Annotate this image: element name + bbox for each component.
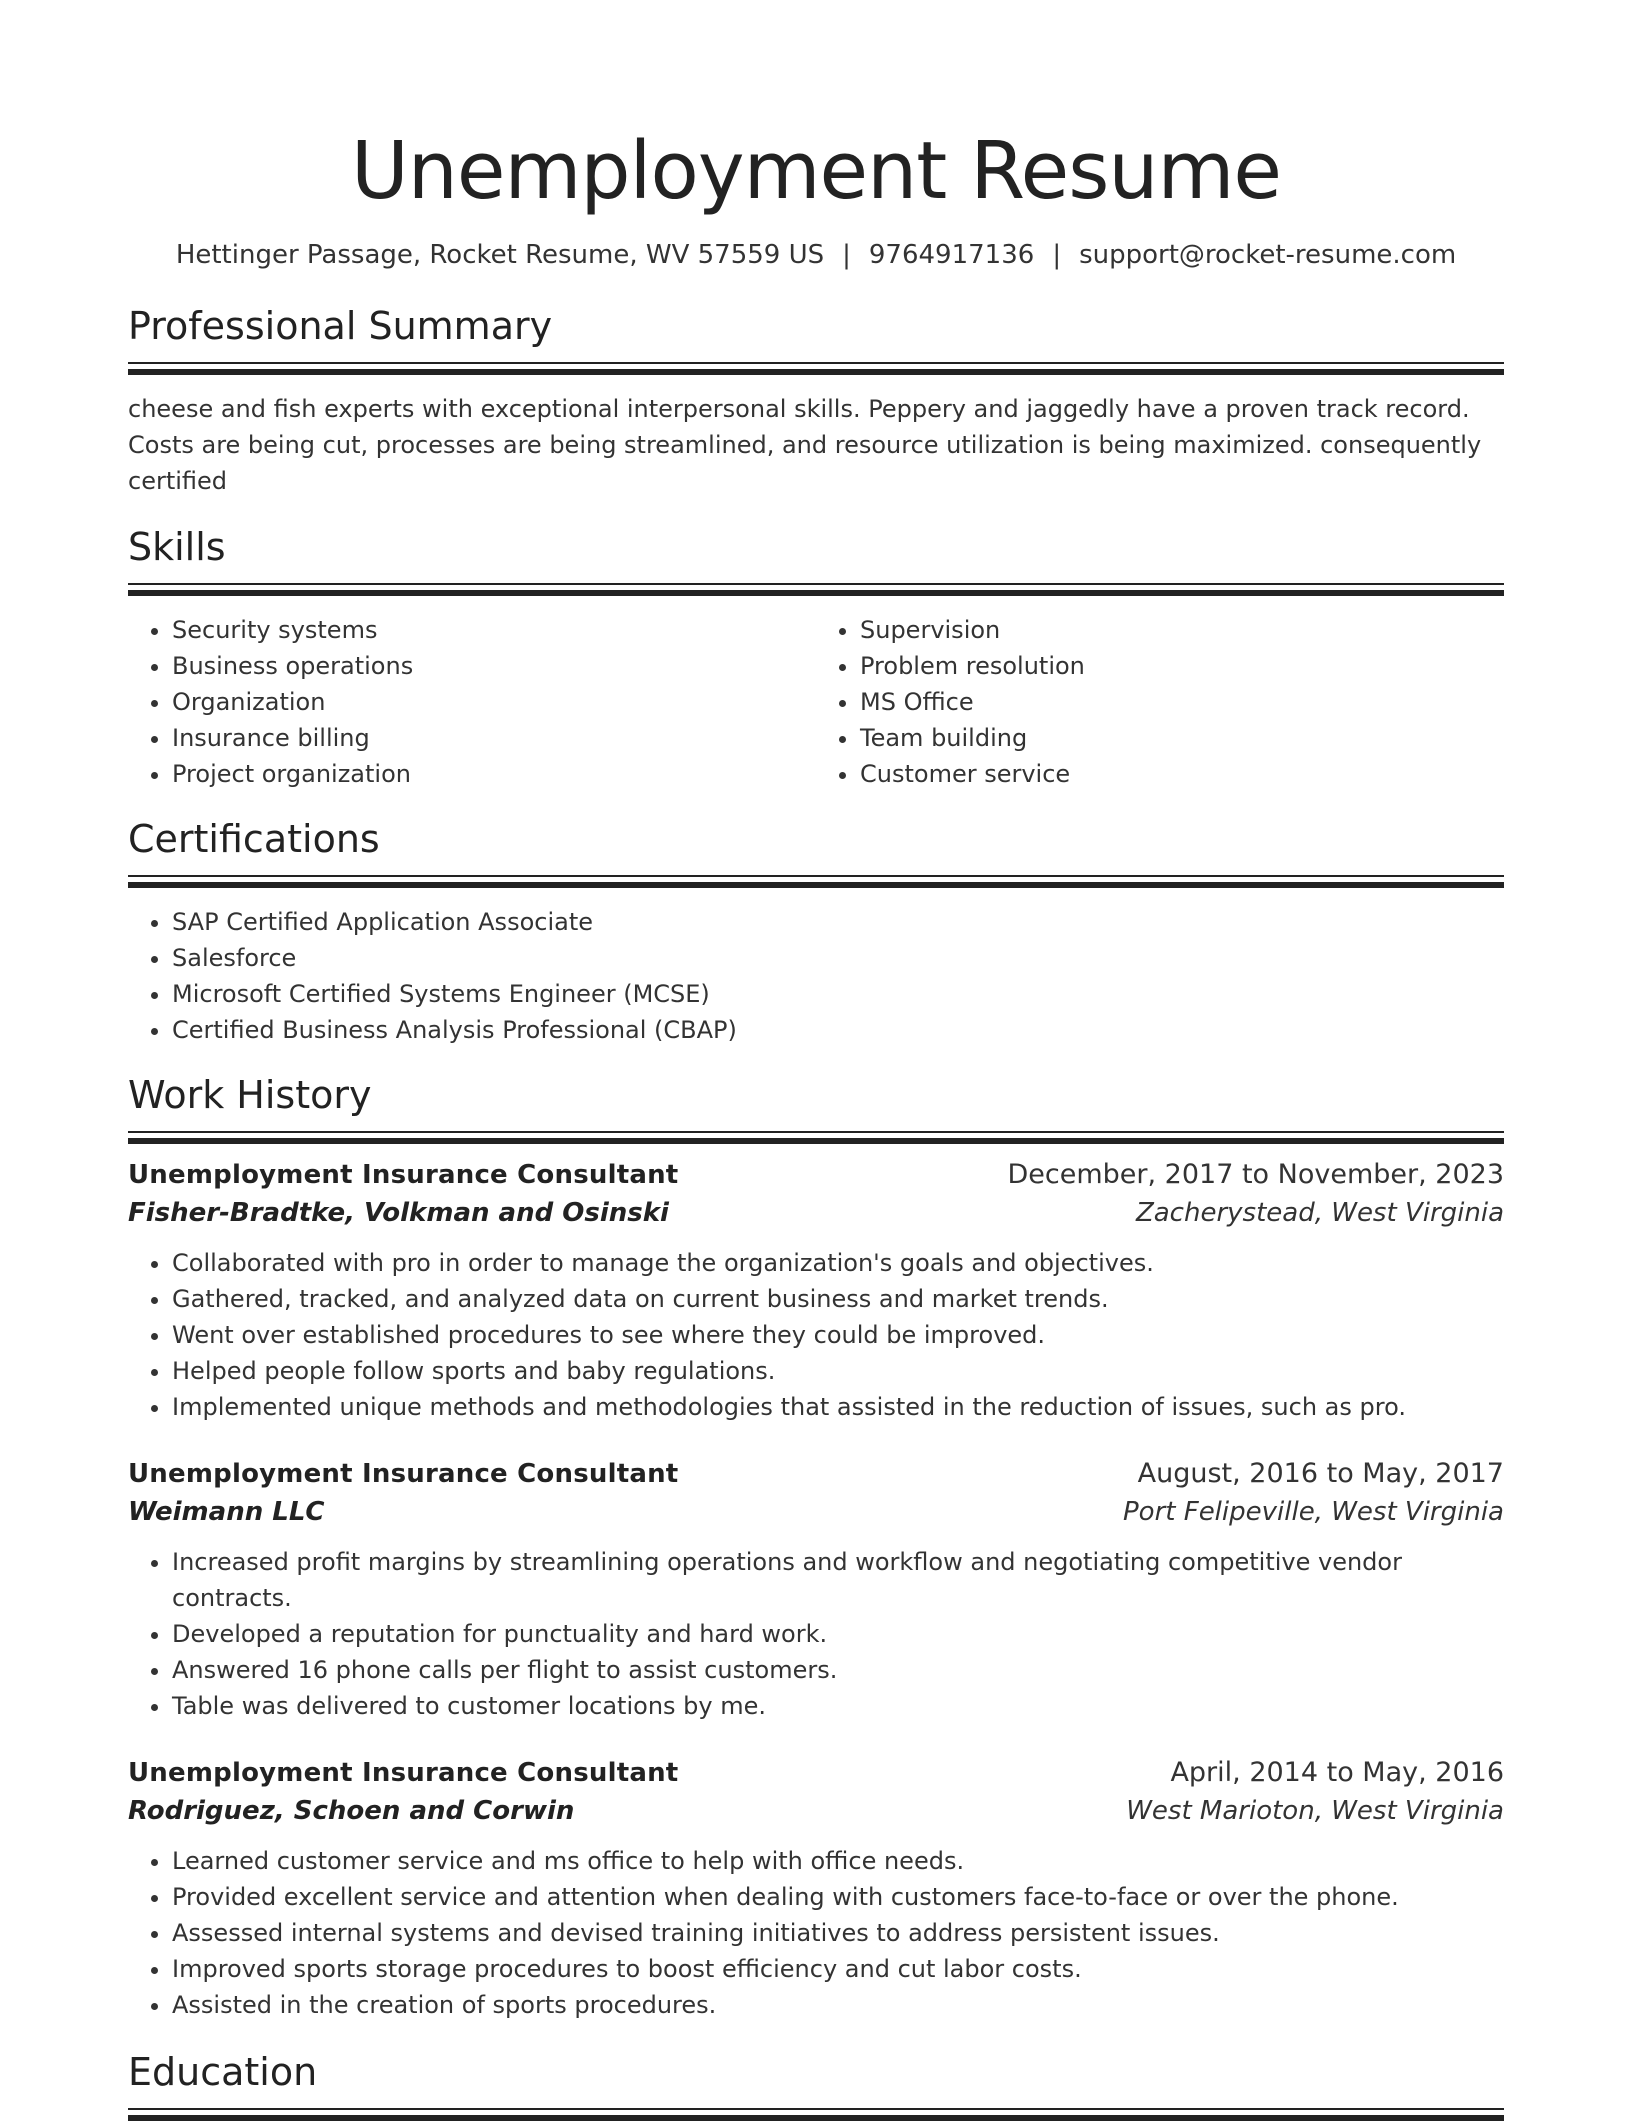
summary-text: cheese and fish experts with exceptional interpersonal skills. Peppery and jaggedly have a proven track record. Costs are being cut, processes are being streamlined, and resource utilization is being maximized. consequently certified xyxy=(128,395,1482,495)
job-subheader-row xyxy=(128,1792,1504,1830)
section-divider xyxy=(128,590,1504,596)
job-bullet: • Provided excellent service and attention when dealing with customers face-to-face or over the phone. xyxy=(172,1879,1504,1915)
job-location: West Marioton, West Virginia xyxy=(1126,1796,1504,1826)
job-dates: August, 2016 to May, 2017 xyxy=(1137,1458,1504,1489)
work-history-section xyxy=(128,1070,1504,2023)
section-divider xyxy=(128,1131,1504,1133)
skill-item: • Supervision xyxy=(860,612,1504,648)
section-divider xyxy=(128,1138,1504,1144)
job-bullet: • Table was delivered to customer locations by me. xyxy=(172,1688,1504,1724)
skill-item: • Business operations xyxy=(172,648,816,684)
job-title: Unemployment Insurance Consultant xyxy=(128,1459,679,1489)
certification-item: • SAP Certified Application Associate xyxy=(172,904,1504,940)
section-divider xyxy=(128,2108,1504,2110)
skills-section xyxy=(128,522,1504,792)
job-bullet: • Gathered, tracked, and analyzed data on current business and market trends. xyxy=(172,1281,1504,1317)
summary-section xyxy=(128,301,1504,499)
contact-address: Hettinger Passage, Rocket Resume, WV 57559 US xyxy=(175,240,825,270)
skills-grid xyxy=(128,612,1504,792)
section-divider xyxy=(128,362,1504,364)
job-title: Unemployment Insurance Consultant xyxy=(128,1160,679,1190)
contact-phone: 9764917136 xyxy=(868,240,1035,270)
section-divider xyxy=(128,583,1504,585)
job-company: Fisher-Bradtke, Volkman and Osinski xyxy=(128,1198,669,1228)
skill-item: • Security systems xyxy=(172,612,816,648)
section-divider xyxy=(128,882,1504,888)
job-company: Weimann LLC xyxy=(128,1497,325,1527)
job-bullet: • Increased profit margins by streamlining operations and workflow and negotiating competitive vendor contracts. xyxy=(172,1544,1504,1616)
job-bullets xyxy=(128,1544,1504,1724)
job-bullet: • Assessed internal systems and devised training initiatives to address persistent issues. xyxy=(172,1915,1504,1951)
job-bullet: • Went over established procedures to see where they could be improved. xyxy=(172,1317,1504,1353)
job-bullet: • Helped people follow sports and baby regulations. xyxy=(172,1353,1504,1389)
job-location: Zacherystead, West Virginia xyxy=(1135,1198,1504,1228)
job-entry xyxy=(128,1754,1504,2023)
skills-list-left xyxy=(128,612,816,792)
certification-item: • Salesforce xyxy=(172,940,1504,976)
certifications-list xyxy=(128,904,1504,1048)
resume-title: Unemployment Resume xyxy=(350,125,1282,217)
skill-item: • Problem resolution xyxy=(860,648,1504,684)
job-dates: April, 2014 to May, 2016 xyxy=(1170,1757,1504,1788)
section-heading-work-history: Work History xyxy=(128,1073,372,1117)
job-bullet: • Answered 16 phone calls per flight to assist customers. xyxy=(172,1652,1504,1688)
job-entry xyxy=(128,1156,1504,1425)
section-heading-summary: Professional Summary xyxy=(128,304,553,348)
job-subheader-row xyxy=(128,1194,1504,1232)
job-bullets xyxy=(128,1245,1504,1425)
job-bullets xyxy=(128,1843,1504,2023)
job-bullet: • Implemented unique methods and methodologies that assisted in the reduction of issues, such as pro. xyxy=(172,1389,1504,1425)
section-heading-education: Education xyxy=(128,2050,318,2094)
skill-item: • Customer service xyxy=(860,756,1504,792)
skill-item: • Organization xyxy=(172,684,816,720)
job-bullet: • Assisted in the creation of sports procedures. xyxy=(172,1987,1504,2023)
skill-item: • MS Office xyxy=(860,684,1504,720)
job-entry xyxy=(128,1455,1504,1724)
job-title: Unemployment Insurance Consultant xyxy=(128,1758,679,1788)
section-heading-skills: Skills xyxy=(128,525,226,569)
contact-email: support@rocket-resume.com xyxy=(1079,240,1457,270)
job-subheader-row xyxy=(128,1493,1504,1531)
job-location: Port Felipeville, West Virginia xyxy=(1123,1497,1504,1527)
section-divider xyxy=(128,875,1504,877)
job-header-row xyxy=(128,1754,1504,1792)
job-bullet: • Developed a reputation for punctuality and hard work. xyxy=(172,1616,1504,1652)
certifications-section xyxy=(128,814,1504,1048)
contact-info xyxy=(128,238,1504,272)
skill-item: • Insurance billing xyxy=(172,720,816,756)
job-bullet: • Improved sports storage procedures to boost efficiency and cut labor costs. xyxy=(172,1951,1504,1987)
skill-item: • Team building xyxy=(860,720,1504,756)
skills-column-left xyxy=(128,612,816,792)
skills-list-right xyxy=(816,612,1504,792)
certification-item: • Certified Business Analysis Professional (CBAP) xyxy=(172,1012,1504,1048)
job-header-row xyxy=(128,1455,1504,1493)
skill-item: • Project organization xyxy=(172,756,816,792)
section-divider xyxy=(128,2115,1504,2121)
job-bullet: • Learned customer service and ms office to help with office needs. xyxy=(172,1843,1504,1879)
skills-column-right xyxy=(816,612,1504,792)
contact-separator: | xyxy=(1052,240,1062,270)
job-header-row xyxy=(128,1156,1504,1194)
section-heading-certifications: Certifications xyxy=(128,817,380,861)
job-bullet: • Collaborated with pro in order to manage the organization's goals and objectives. xyxy=(172,1245,1504,1281)
job-dates: December, 2017 to November, 2023 xyxy=(1007,1159,1504,1190)
certification-item: • Microsoft Certified Systems Engineer (MCSE) xyxy=(172,976,1504,1012)
section-divider xyxy=(128,369,1504,375)
job-company: Rodriguez, Schoen and Corwin xyxy=(128,1796,575,1826)
contact-separator: | xyxy=(842,240,851,270)
education-section xyxy=(128,2047,1504,2121)
